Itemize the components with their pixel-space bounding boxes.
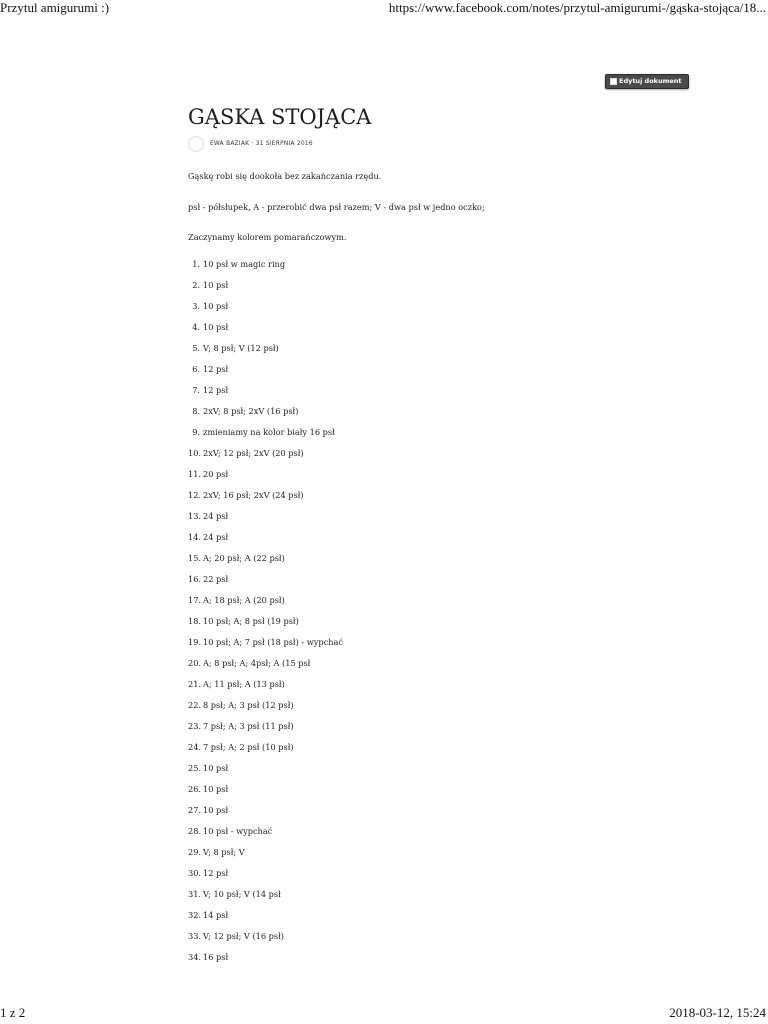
- step-item: [188, 637, 343, 658]
- step-item: [188, 679, 343, 700]
- step-number: 32.: [188, 910, 202, 920]
- step-item: [188, 427, 343, 448]
- document-icon: [610, 78, 617, 85]
- step-item: [188, 553, 343, 574]
- step-number: 20.: [188, 658, 202, 668]
- step-number: 19.: [188, 637, 202, 647]
- step-item: [188, 805, 343, 826]
- step-item: [188, 826, 343, 847]
- step-item: [188, 742, 343, 763]
- step-item: [188, 532, 343, 553]
- step-text: V; 8 psł; V (12 psł): [203, 343, 279, 353]
- avatar[interactable]: [188, 136, 204, 152]
- step-number: 16.: [188, 574, 202, 584]
- article-meta: [188, 137, 608, 151]
- step-number: 1.: [192, 259, 200, 269]
- step-number: 33.: [188, 931, 202, 941]
- step-item: [188, 784, 343, 805]
- step-text: 10 psł: [203, 280, 229, 290]
- step-item: [188, 364, 343, 385]
- legend-paragraph: psł - półsłupek, A - przerobić dwa psł razem; V - dwa psł w jedno oczko;: [188, 202, 485, 212]
- step-text: 2xV; 16 psł; 2xV (24 psł): [203, 490, 304, 500]
- step-number: 22.: [188, 700, 202, 710]
- step-item: [188, 511, 343, 532]
- step-text: 2xV; 12 psł; 2xV (20 psł): [203, 448, 304, 458]
- step-item: [188, 595, 343, 616]
- step-text: 7 psł; A; 3 psł (11 psł): [203, 721, 294, 731]
- step-text: 10 psł: [203, 763, 229, 773]
- edit-document-label: Edytuj dokument: [619, 77, 682, 85]
- step-number: 2.: [192, 280, 200, 290]
- step-text: 2xV; 8 psł; 2xV (16 psł): [203, 406, 299, 416]
- article-title: GĄSKA STOJĄCA: [188, 105, 372, 129]
- step-item: [188, 343, 343, 364]
- step-number: 14.: [188, 532, 202, 542]
- step-text: 12 psł: [203, 385, 229, 395]
- step-item: [188, 448, 343, 469]
- step-text: 10 psł: [203, 322, 229, 332]
- start-color-paragraph: Zaczynamy kolorem pomarańczowym.: [188, 232, 347, 242]
- step-number: 6.: [192, 364, 200, 374]
- step-item: [188, 259, 343, 280]
- step-text: 24 psł: [203, 511, 229, 521]
- print-footer-page: 1 z 2: [0, 1005, 26, 1020]
- step-text: V; 10 psł; V (14 psł: [203, 889, 281, 899]
- step-text: 24 psł: [203, 532, 229, 542]
- step-text: 22 psł: [203, 574, 229, 584]
- step-item: [188, 700, 343, 721]
- step-number: 25.: [188, 763, 202, 773]
- print-header-title: Przytul amigurumi :): [0, 0, 110, 15]
- step-number: 24.: [188, 742, 202, 752]
- steps-list: [188, 259, 343, 973]
- print-header-url: https://www.facebook.com/notes/przytul-amigurumi-/gąska-stojąca/18...: [388, 0, 766, 15]
- step-text: 14 psł: [203, 910, 229, 920]
- step-number: 23.: [188, 721, 202, 731]
- step-number: 15.: [188, 553, 202, 563]
- step-item: [188, 469, 343, 490]
- step-item: [188, 889, 343, 910]
- step-text: A; 8 psł; A; 4psł; A (15 psł: [203, 658, 311, 668]
- step-text: A; 20 psł; A (22 psł): [203, 553, 285, 563]
- print-footer-datetime: 2018-03-12, 15:24: [669, 1005, 766, 1020]
- step-number: 26.: [188, 784, 202, 794]
- step-item: [188, 301, 343, 322]
- step-number: 8.: [192, 406, 200, 416]
- edit-document-button[interactable]: [605, 74, 689, 89]
- step-text: 10 psł; A; 8 psł (19 psł): [203, 616, 299, 626]
- step-text: 10 psł: [203, 301, 229, 311]
- step-item: [188, 868, 343, 889]
- step-item: [188, 931, 343, 952]
- step-number: 31.: [188, 889, 202, 899]
- step-number: 10.: [188, 448, 202, 458]
- step-item: [188, 322, 343, 343]
- intro-paragraph: Gąskę robi się dookoła bez zakańczania rzędu.: [188, 171, 382, 181]
- step-number: 21.: [188, 679, 202, 689]
- step-text: zmieniamy na kolor biały 16 psł: [203, 427, 335, 437]
- step-text: 7 psł; A; 2 psł (10 psł): [203, 742, 294, 752]
- step-item: [188, 385, 343, 406]
- step-number: 27.: [188, 805, 202, 815]
- step-text: 10 psł - wypchać: [203, 826, 273, 836]
- step-text: 16 psł: [203, 952, 229, 962]
- step-item: [188, 658, 343, 679]
- step-item: [188, 616, 343, 637]
- step-number: 18.: [188, 616, 202, 626]
- step-text: V; 12 psł; V (16 psł): [203, 931, 284, 941]
- step-number: 29.: [188, 847, 202, 857]
- step-item: [188, 910, 343, 931]
- article: [188, 104, 608, 962]
- step-item: [188, 721, 343, 742]
- step-item: [188, 406, 343, 427]
- step-item: [188, 847, 343, 868]
- step-number: 11.: [188, 469, 202, 479]
- step-text: 10 psł w magic ring: [203, 259, 286, 269]
- step-number: 9.: [192, 427, 200, 437]
- step-item: [188, 763, 343, 784]
- step-text: 12 psł: [203, 364, 229, 374]
- step-text: 10 psł; A; 7 psł (18 psł) - wypchać: [203, 637, 343, 647]
- step-number: 13.: [188, 511, 202, 521]
- step-text: 10 psł: [203, 805, 229, 815]
- step-text: 8 psł; A; 3 psł (12 psł): [203, 700, 294, 710]
- step-text: A; 11 psł; A (13 psł): [203, 679, 285, 689]
- step-number: 30.: [188, 868, 202, 878]
- step-number: 34.: [188, 952, 202, 962]
- step-item: [188, 490, 343, 511]
- step-number: 4.: [192, 322, 200, 332]
- step-number: 12.: [188, 490, 202, 500]
- step-number: 5.: [192, 343, 200, 353]
- step-item: [188, 280, 343, 301]
- step-item: [188, 574, 343, 595]
- author-date: EWA BAZIAK · 31 SIERPNIA 2016: [210, 141, 313, 147]
- step-text: V; 8 psł; V: [203, 847, 245, 857]
- step-text: 20 psł: [203, 469, 229, 479]
- step-number: 7.: [192, 385, 200, 395]
- step-number: 17.: [188, 595, 202, 605]
- step-item: [188, 952, 343, 973]
- step-text: A; 18 psł; A (20 psł): [203, 595, 285, 605]
- step-text: 12 psł: [203, 868, 229, 878]
- step-number: 28.: [188, 826, 202, 836]
- step-number: 3.: [192, 301, 200, 311]
- step-text: 10 psł: [203, 784, 229, 794]
